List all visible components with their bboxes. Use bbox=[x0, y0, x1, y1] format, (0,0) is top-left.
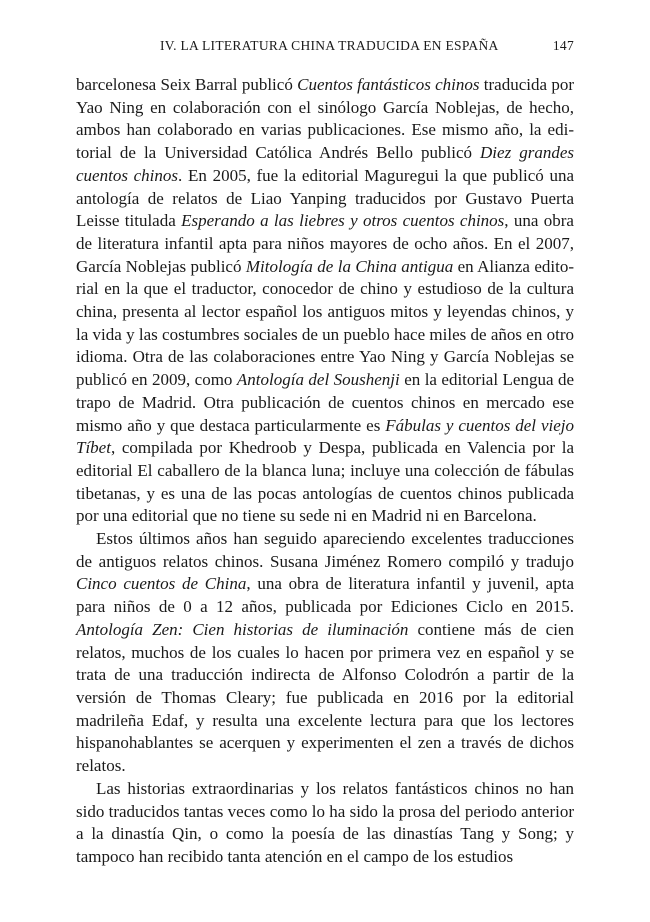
book-title: Cuentos fantásticos chinos bbox=[297, 75, 480, 94]
body-text bbox=[76, 74, 574, 869]
book-title: Mitología de la China antigua bbox=[245, 256, 454, 276]
text-segment: en Alianza editorial en la que el traductor, conocedor de chino y estudioso de la cultura china, presenta al lector español los antiguos mitos y leyendas chinos, y la vida y las costumbres sociales de un pueblo hace miles de años en otro idioma. Otra de las colaboraciones entre Yao Ning y García Noblejas se publicó en 2009, como bbox=[76, 256, 574, 390]
book-title: Cinco cuentos de China bbox=[76, 574, 247, 594]
text-segment: barcelonesa Seix Barral publicó bbox=[76, 75, 298, 94]
paragraph-3 bbox=[76, 778, 574, 869]
book-title: Esperando a las liebres y otros cuentos chinos bbox=[181, 211, 505, 231]
paragraph-2 bbox=[76, 528, 574, 778]
paragraph-1 bbox=[76, 74, 574, 528]
book-title: Antología del Soushenji bbox=[236, 370, 400, 390]
running-title: IV. LA LITERATURA CHINA TRADUCIDA EN ESPAÑA bbox=[160, 38, 499, 53]
text-segment: , una obra de literatura infantil y juvenil, apta para niños de 0 a 12 años, publicada por Ediciones Ciclo en 2015. bbox=[76, 574, 574, 617]
book-title: Antología Zen: Cien historias de iluminación bbox=[76, 619, 409, 639]
text-segment: . En 2005, fue la editorial Maguregui la que publicó una antología de relatos de Liao Yanping traducidos por Gustavo Puerta Leisse titulada bbox=[76, 165, 574, 231]
book-title: Fábulas y cuentos del viejo Tíbet bbox=[76, 415, 574, 458]
text-segment: , una obra de literatura infantil apta para niños mayores de ocho años. En el 2007, García Noblejas publicó bbox=[76, 211, 574, 276]
text-segment: contiene más de cien relatos, muchos de los cuales lo hacen por primera vez en español y se trata de una traducción indirecta de Alfonso Colodrón a partir de la versión de Thomas Cleary; fue publicada en 2016 por la editorial madrileña Edaf, y resulta una excelente lectura para que los lectores hispanohablantes se acerquen y experimenten el zen a través de dichos relatos. bbox=[76, 619, 574, 776]
text-segment: en la editorial Lengua de trapo de Madrid. Otra publicación de cuentos chinos en mercado ese mismo año y que destaca particularmente es bbox=[76, 370, 574, 435]
text-segment: Las historias extraordinarias y los relatos fantásticos chinos no han sido traducidos tantas veces como lo ha sido la prosa del periodo anterior a la dinastía Qin, o como la poesía de las dinastías Tang y Song; y tampoco han recibido tanta atención en el campo de los estudios bbox=[76, 778, 574, 866]
text-segment: , compilada por Khedroob y Despa, publicada en Valencia por la editorial El caballero de la blanca luna; incluye una colección de fábulas tibetanas, y es una de las pocas antologías de cuentos chinos publicada por una editorial que no tiene su sede ni en Madrid ni en Barcelona. bbox=[76, 438, 574, 526]
page-number: 147 bbox=[552, 38, 574, 53]
text-segment: traducida por Yao Ning en colaboración con el sinólogo García Noblejas, de hecho, ambos han colaborado en varias publicaciones. Ese mismo año, la editorial de la Universidad Católica Andrés Bello publicó bbox=[76, 75, 575, 163]
book-title: Diez grandes cuentos chinos bbox=[76, 143, 574, 185]
text-segment: Estos últimos años han seguido apareciendo excelentes traducciones de antiguos relatos chinos. Susana Jiménez Romero compiló y tradujo bbox=[76, 529, 574, 571]
